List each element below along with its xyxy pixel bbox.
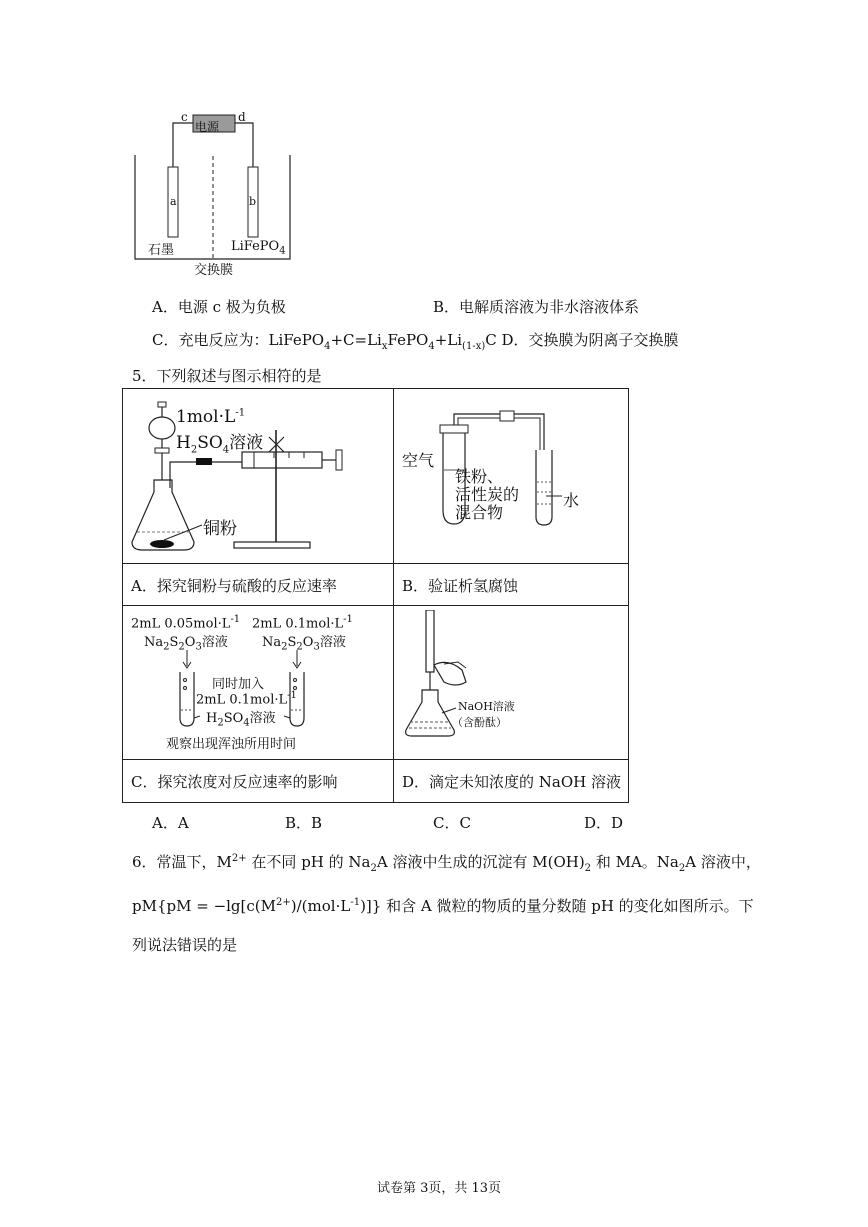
q5-stem: 5．下列叙述与图示相符的是 [132, 367, 322, 385]
mixture-label-1: 铁粉、 [455, 467, 504, 486]
mixture-label-2: 活性炭的 [455, 485, 520, 504]
page-footer: 试卷第 3页，共 13页 [377, 1181, 502, 1196]
left-tube-solution-label: $Na_2S_2O_3$溶液 [144, 635, 228, 653]
phenolphthalein-label: （含酚酞） [452, 716, 507, 729]
acid-name-label: $H_2SO_4$溶液 [176, 433, 264, 456]
right-tube-conc-label: 2mL $0.1mol\cdot L^{-1}$ [252, 614, 353, 632]
left-tube-conc-label: 2mL $0.05mol\cdot L^{-1}$ [131, 614, 241, 632]
q5-caption-c: C．探究浓度对反应速率的影响 [131, 773, 338, 791]
water-label: 水 [563, 491, 580, 510]
q6-stem-line1: 6．常温下，$M^{2+}$ 在不同 pH 的 $Na_2A$ 溶液中生成的沉淀有 $M(OH)_2$ 和 MA。$Na_2A$ 溶液中， [132, 853, 761, 874]
q5-choice-b: B．B [285, 814, 323, 832]
terminal-d-label: d [238, 110, 246, 124]
q5-caption-d: D．滴定未知浓度的 NaOH 溶液 [402, 773, 622, 791]
power-source-label: 电源 [195, 120, 220, 134]
electrode-a-label: a [170, 195, 177, 208]
q5-caption-b: B．验证析氢腐蚀 [402, 577, 519, 595]
copper-powder-label: 铜粉 [203, 519, 237, 539]
electrode-b-label: b [249, 195, 257, 208]
q6-stem-line3: 列说法错误的是 [132, 936, 238, 954]
terminal-c-label: c [181, 110, 188, 124]
q4-option-c: C．充电反应为：$LiFePO_4+C=Li_xFePO_4+Li_{(1-x)}C$ D．交换膜为阴离子交换膜 [152, 331, 679, 352]
q4-option-a: A．电源 c 极为负极 [152, 298, 286, 316]
acid-concentration-label: $1mol\cdot L^{-1}$ [176, 407, 246, 427]
acid-volume-label: 2mL $0.1mol\cdot L^{-1}$ [196, 690, 297, 708]
naoh-solution-label: NaOH溶液 [458, 700, 515, 713]
copper-acid-apparatus [124, 392, 392, 560]
q5-choice-c: C．C [433, 814, 471, 832]
graphite-label: 石墨 [148, 243, 175, 258]
q5-choice-a: A．A [152, 814, 189, 832]
corrosion-apparatus [396, 392, 626, 560]
lifepo4-label: LiFePO$_4$ [231, 239, 286, 257]
air-label: 空气 [402, 451, 435, 470]
q4-option-b: B．电解质溶液为非水溶液体系 [433, 298, 640, 316]
q5-choice-d: D．D [584, 814, 624, 832]
q5-caption-a: A．探究铜粉与硫酸的反应速率 [131, 577, 337, 595]
titration-apparatus [396, 610, 626, 755]
acid-solution-label: $H_2SO_4$溶液 [206, 711, 276, 729]
q6-stem-line2: $pM\{pM = -\lg[c(M^{2+})/(mol\cdot L^{-1})]\}$ 和含 A 微粒的物质的量分数随 pH 的变化如图所示。下 [132, 897, 754, 915]
q4-option-d: D．交换膜为阴离子交换膜 [501, 331, 679, 349]
simultaneous-add-label: 同时加入 [212, 677, 265, 692]
membrane-label: 交换膜 [194, 263, 234, 278]
observe-time-label: 观察出现浑浊所用时间 [166, 737, 297, 752]
right-tube-solution-label: $Na_2S_2O_3$溶液 [262, 635, 346, 653]
mixture-label-3: 混合物 [455, 503, 504, 522]
